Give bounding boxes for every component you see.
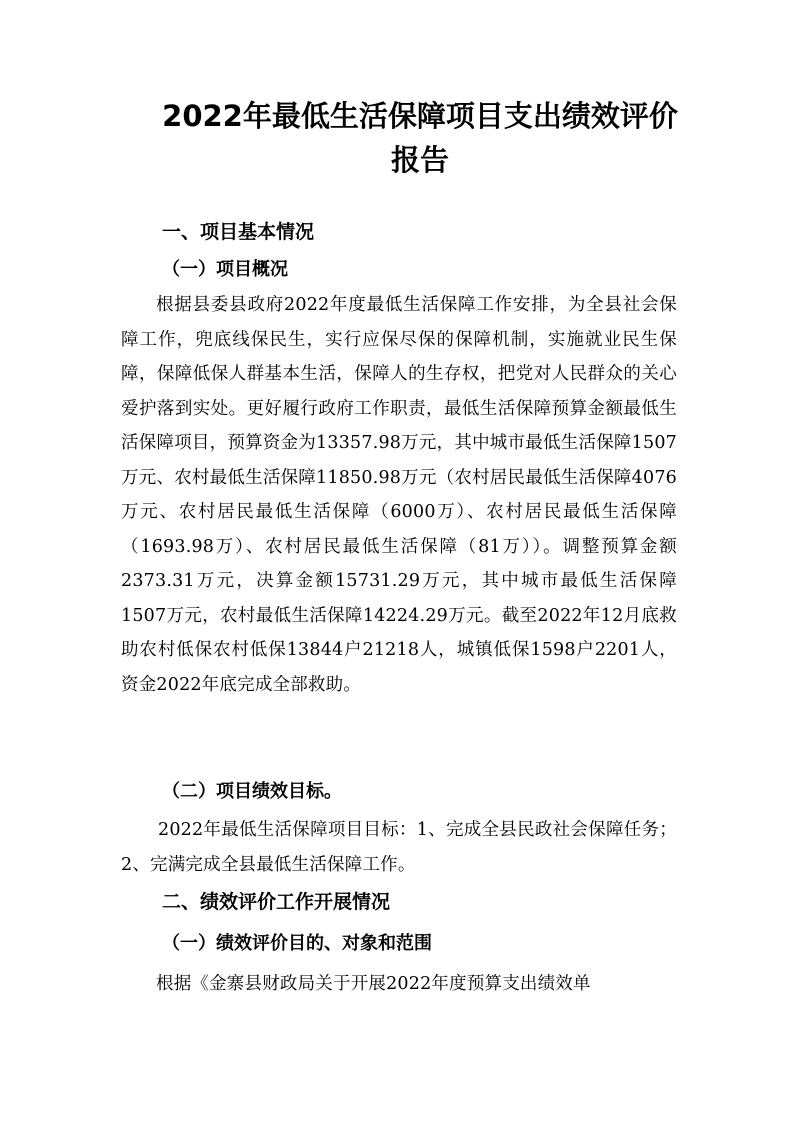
subsection-heading-overview: （一）项目概况 [162, 259, 288, 280]
paragraph-evaluation-purpose: 根据《金寨县财政局关于开展2022年度预算支出绩效单 [156, 974, 591, 994]
document-title: 2022年最低生活保障项目支出绩效评价报告 [162, 99, 678, 177]
paragraph-performance-goals: 2022年最低生活保障项目目标：1、完成全县民政社会保障任务；2、完满完成全县最低生活保障工作。 [121, 820, 677, 875]
subsection-heading-performance-goals: （二）项目绩效目标。 [162, 781, 342, 802]
section-heading-evaluation-work: 二、绩效评价工作开展情况 [162, 891, 391, 913]
section-heading-basic-info: 一、项目基本情况 [162, 221, 315, 243]
subsection-heading-evaluation-purpose: （一）绩效评价目的、对象和范围 [162, 933, 432, 954]
paragraph-overview: 根据县委县政府2022年度最低生活保障工作安排，为全县社会保障工作，兜底线保民生，实行应保尽保的保障机制，实施就业民生保障，保障低保人群基本生活，保障人的生存权，把党对人民群众的关心爱护落到实处。更好履行政府工作职责，最低生活保障预算金额最低生活保障项目，预算资金为13357.98万元，其中城市最低生活保障1507万元、农村最低生活保障11850.98万元（农村居民最低生活保障4076万元、农村居民最低生活保障（6000万）、农村居民最低生活保障（1693.98万）、农村居民最低生活保障（81万））。调整预算金额2373.31万元，决算金额15731.29万元，其中城市最低生活保障1507万元，农村最低生活保障14224.29万元。截至2022年12月底救助农村低保农村低保13844户21218人，城镇低保1598户2201人，资金2022年底完成全部救助。 [121, 295, 677, 695]
